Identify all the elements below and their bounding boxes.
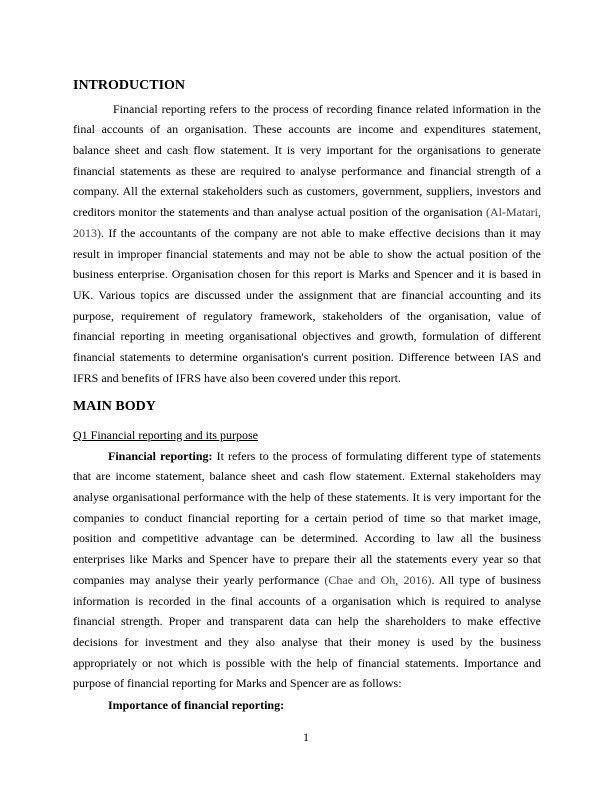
- line-text: result in improper financial statements and may not be able to show the actual position of the: [73, 246, 541, 261]
- intro-line: [73, 244, 541, 265]
- intro-line: [73, 347, 541, 368]
- intro-line: [73, 99, 541, 120]
- body-line: [73, 528, 541, 549]
- intro-line: [73, 306, 541, 327]
- intro-line: [73, 368, 541, 389]
- body-line: [73, 632, 541, 653]
- body-line: [73, 673, 541, 694]
- line-text: IFRS and benefits of IFRS have also been covered under this report.: [73, 370, 401, 385]
- line-text: decisions for investment and they also analyse that their money is used by the business: [73, 634, 541, 649]
- introduction-heading: INTRODUCTION: [73, 78, 186, 93]
- body-line: [73, 591, 541, 612]
- line-text: purpose, requirement of regulatory framework, stakeholders of the organisation, value of: [73, 308, 541, 323]
- intro-line: [73, 285, 541, 306]
- line-text: companies to conduct financial reporting for a certain period of time so that market image,: [73, 510, 541, 525]
- line-text: . If the accountants of the company are not able to make effective decisions than it may: [101, 225, 541, 240]
- importance-subheading: Importance of financial reporting:: [108, 697, 285, 712]
- line-text: companies may analyse their yearly performance: [73, 572, 325, 587]
- body-line: [73, 611, 541, 632]
- intro-line: [73, 202, 541, 223]
- intro-line: [73, 181, 541, 202]
- line-text: . All type of business: [431, 572, 542, 587]
- line-text: enterprises like Marks and Spencer have to prepare their all the statements every year so that: [73, 552, 541, 567]
- line-text: purpose of financial reporting for Marks and Spencer are as follows:: [73, 676, 402, 691]
- citation: 2013): [73, 225, 101, 240]
- intro-line: [73, 140, 541, 161]
- line-text: creditors monitor the statements and than analyse actual position of the organisation: [73, 205, 487, 220]
- line-text: financial statements to determine organisation's current position. Difference between IAS and: [73, 350, 541, 365]
- main-body-heading: MAIN BODY: [73, 399, 156, 414]
- intro-line: [73, 223, 541, 244]
- main-body-paragraph: [73, 446, 541, 694]
- intro-line: [73, 264, 541, 285]
- line-text: final accounts of an organisation. These accounts are income and expenditures statement,: [73, 122, 541, 137]
- body-line: [73, 570, 541, 591]
- line-text: that are income statement, balance sheet and cash flow statement. External stakeholders may: [73, 469, 541, 484]
- line-text: appropriately or not which is possible with the help of financial statements. Importance and: [73, 655, 541, 670]
- line-text: financial reporting in meeting organisational objectives and growth, formulation of different: [73, 329, 541, 344]
- intro-line: [73, 119, 541, 140]
- citation: (Al-Matari,: [486, 205, 541, 220]
- body-line: [73, 653, 541, 674]
- body-line: [73, 446, 541, 467]
- introduction-paragraph: [73, 99, 541, 389]
- q1-section-title: Q1 Financial reporting and its purpose: [73, 427, 258, 442]
- line-text: financial statements as these are required to analyse performance and financial strength of a: [73, 163, 541, 178]
- line-text: UK. Various topics are discussed under the assignment that are financial accounting and its: [73, 287, 541, 302]
- line-text: It refers to the process of formulating different type of statements: [212, 448, 541, 463]
- line-text: position and competitive advantage can be determined. According to law all the business: [73, 531, 541, 546]
- citation: (Chae and Oh, 2016): [324, 572, 432, 587]
- body-line: [73, 549, 541, 570]
- bold-lead: Financial reporting:: [108, 448, 213, 463]
- line-text: analyse organisational performance with the help of these statements. It is very important for the: [73, 490, 541, 504]
- line-text: Financial reporting refers to the process of recording finance related information in the: [113, 101, 541, 116]
- line-text: company. All the external stakeholders such as customers, government, suppliers, investors and: [73, 184, 541, 199]
- intro-line: [73, 161, 541, 182]
- body-line: [73, 466, 541, 487]
- line-text: information is recorded in the final accounts of a organisation which is required to analyse: [73, 593, 541, 608]
- page-number: 1: [303, 729, 309, 744]
- body-line: [73, 487, 541, 508]
- line-text: balance sheet and cash flow statement. It is very important for the organisations to generate: [73, 143, 541, 157]
- line-text: financial strength. Proper and transparent data can help the shareholders to make effective: [73, 614, 541, 629]
- line-text: business enterprise. Organisation chosen for this report is Marks and Spencer and it is based in: [73, 267, 541, 282]
- body-line: [73, 508, 541, 529]
- intro-line: [73, 326, 541, 347]
